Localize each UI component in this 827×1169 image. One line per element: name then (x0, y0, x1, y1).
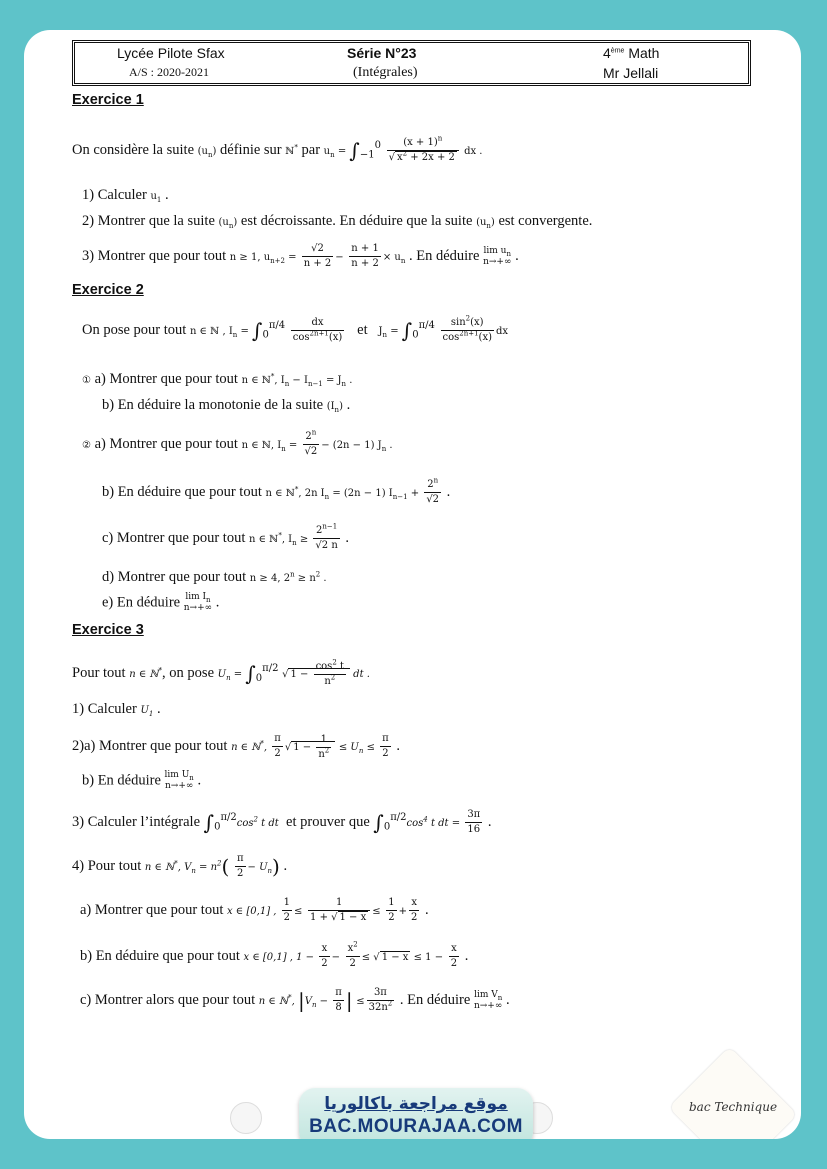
ex2-q2c: c) Montrer que pour tout n ∈ ℕ*, $I_n$ ≥ $\frac{2^{n-1}}{√2 n}$ . (102, 522, 350, 551)
ex1-q3: 3) Montrer que pour tout n ≥ 1, $u_{n+2}$ = $\frac{√2}{n + 2}$ − $\frac{n + 1}{n + 2}$ × $u_n$ . En déduire $\lim u_n$ n→+∞ . (82, 243, 519, 269)
site-logo-left (230, 1102, 262, 1134)
ex2-q2b: b) En déduire que pour tout n ∈ ℕ*, 2n $I_n = (2n - 1) I_{n-1}$ + $\frac{2^n}{√2}$ . (102, 476, 451, 505)
ex2-q2d: d) Montrer que pour tout n ≥ 4, $2^n \ge n^2$ . (102, 569, 327, 585)
serie-subject: (Intégrales) (353, 65, 418, 80)
ex3-q1: 1) Calculer $U_1$ . (72, 701, 161, 718)
ex3-q2b: b) En déduire $\lim U_n$ n→+∞ . (82, 770, 202, 791)
level: 4ème Math (603, 45, 660, 61)
exercise-2-title: Exercice 2 (72, 282, 144, 298)
serie-title: Série N°23 (347, 45, 417, 61)
exercise-3-title: Exercice 3 (72, 622, 144, 638)
bac-technique-label: bac Technique (689, 1100, 778, 1114)
ex2-q1b: b) En déduire la monotonie de la suite $(I_n)$ . (102, 397, 351, 414)
header-box (72, 40, 751, 86)
ex3-q4b: b) En déduire que pour tout x ∈ [0,1] , 1 − $\frac{x}{2}$ − $\frac{x^2}{2}$ ≤ √ 1 − x ≤ 1 − $\frac{x}{2}$ . (80, 940, 469, 969)
ex3-q4c: c) Montrer alors que pour tout n ∈ ℕ*, $|V_n$ − $\frac{\pi}{8}$ | ≤ $\frac{3\pi}{32n^2}$ . En déduire $\lim V_n$ n→+∞ . (80, 987, 510, 1013)
ex2-q2e: e) En déduire $\lim I_n$ n→+∞ . (102, 592, 220, 613)
site-banner[interactable] (299, 1088, 533, 1139)
site-name-arabic: موقع مراجعة باكالوريا (324, 1094, 508, 1114)
site-url[interactable]: BAC.MOURAJAA.COM (309, 1116, 523, 1137)
ex2-q1a: ① a) Montrer que pour tout n ∈ ℕ*, $I_n - I_{n-1} = J_n$ . (82, 371, 353, 388)
exercise-1-title: Exercice 1 (72, 92, 144, 108)
ex1-q2: 2) Montrer que la suite $(u_n)$ est décroissante. En déduire que la suite $(u_n)$ est convergente. (82, 213, 593, 230)
ex3-q4a: a) Montrer que pour tout x ∈ [0,1] , $\frac{1}{2}$ ≤ $\frac{1}{1 + √ 1 - x}$ ≤ $\frac{1}{2}$ + $\frac{x}{2}$ . (80, 897, 429, 923)
ex3-q4: 4) Pour tout n ∈ ℕ*, $V_n = n^2$( $\frac{\pi}{2}$ − $U_n$) . (72, 853, 288, 879)
ex2-q2a: ② a) Montrer que pour tout n ∈ ℕ, $I_n$ = $\frac{2^n}{√2}$ − (2n − 1) $J_n$ . (82, 428, 393, 457)
bac-technique-stamp (669, 1047, 798, 1139)
ex3-q2a: 2)a) Montrer que pour tout n ∈ ℕ*, $\frac{\pi}{2}$ √ 1 − $\frac{1}{n^2}$ ≤ $U_n$ ≤ $\frac{\pi}{2}$ . (72, 733, 400, 760)
ex3-q3: 3) Calculer l’intégrale $\int_0^{\pi/2}\cos^2$ t dt et prouver que $\int_0^{\pi/2}\cos^4$ t dt = $\frac{3\pi}{16}$ . (72, 809, 492, 835)
teacher-name: Mr Jellali (603, 65, 659, 81)
exam-sheet (24, 30, 801, 1139)
school-name: Lycée Pilote Sfax (117, 45, 225, 61)
ex2-intro: On pose pour tout n ∈ ℕ , $I_n = \int_0^{\pi/4}$ $\frac{dx}{\cos^{2n+1}(x)}$ et $J_n = \int_0^{\pi/4}$ $\frac{\sin^2(x)}{\cos^{2n+1}(x)}$ dx (82, 314, 509, 343)
ex1-intro: On considère la suite $(u_n)$ définie sur ℕ* par $u_n = \int_{-1}^0$ $\frac{(x + 1)^n}{√ x^2 + 2x + 2}$ dx . (72, 134, 483, 163)
ex3-intro: Pour tout n ∈ ℕ*, on pose $U_n = \int_0^{\pi/2}$ √ 1 − $\frac{\cos^2 t}{n^2}$ dt . (72, 658, 370, 687)
school-year: A/S : 2020-2021 (129, 65, 210, 79)
ex1-q1: 1) Calculer $u_1$ . (82, 187, 169, 204)
